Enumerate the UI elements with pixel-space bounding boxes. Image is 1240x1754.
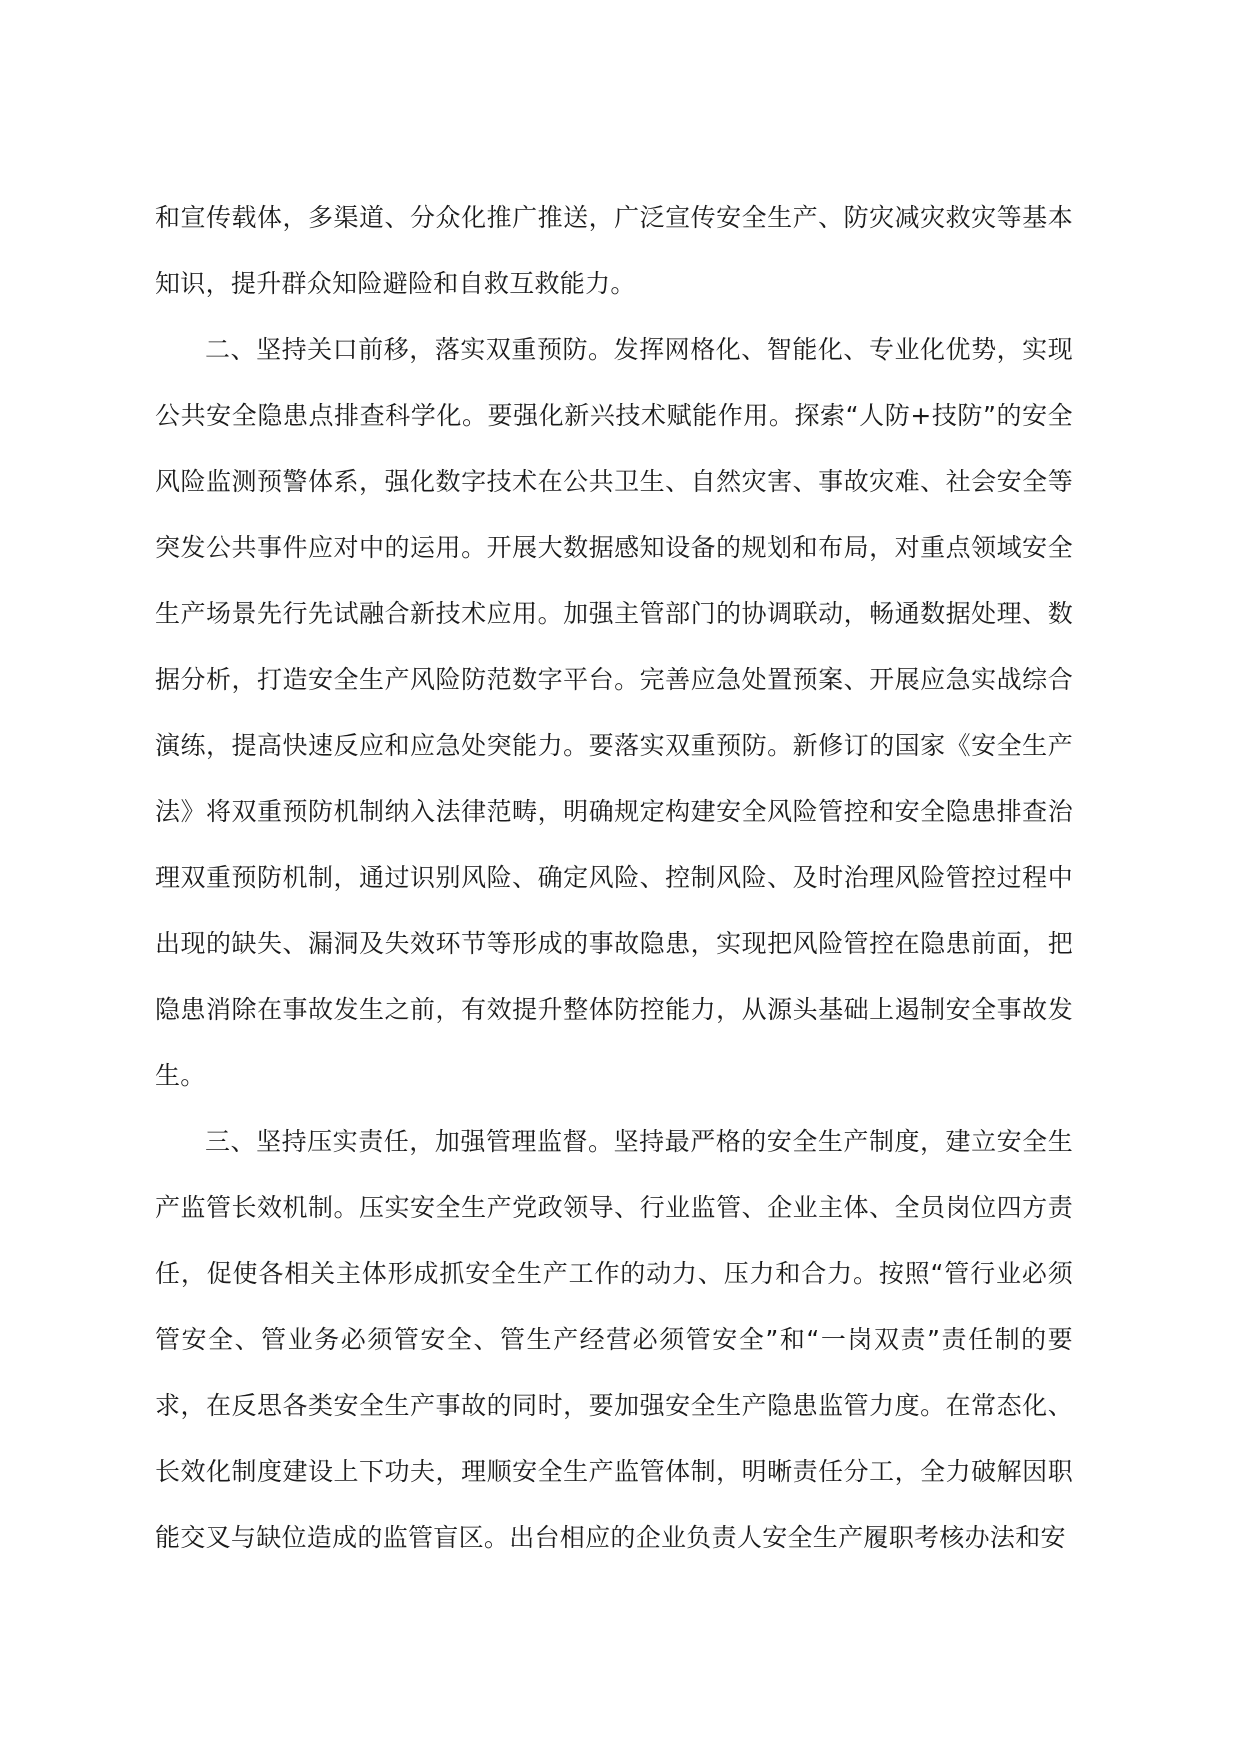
paragraph-section-three: 三、坚持压实责任，加强管理监督。坚持最严格的安全生产制度，建立安全生产监管长效机制。压实安全生产党政领导、行业监管、企业主体、全员岗位四方责任，促使各相关主体形成抓安全生产工作的动力、压力和合力。按照“管行业必须管安全、管业务必须管安全、管生产经营必须管安全”和“一岗双责”责任制的要求，在反思各类安全生产事故的同时，要加强安全生产隐患监管力度。在常态化、长效化制度建设上下功夫，理顺安全生产监管体制，明晰责任分工，全力破解因职能交叉与缺位造成的监管盲区。出台相应的企业负责人安全生产履职考核办法和安 xyxy=(155,1127,1073,1552)
document-page xyxy=(155,185,1073,1571)
paragraph-section-two: 二、坚持关口前移，落实双重预防。发挥网格化、智能化、专业化优势，实现公共安全隐患点排查科学化。要强化新兴技术赋能作用。探索“人防+技防”的安全风险监测预警体系，强化数字技术在公共卫生、自然灾害、事故灾难、社会安全等突发公共事件应对中的运用。开展大数据感知设备的规划和布局，对重点领域安全生产场景先行先试融合新技术应用。加强主管部门的协调联动，畅通数据处理、数据分析，打造安全生产风险防范数字平台。完善应急处置预案、开展应急实战综合演练，提高快速反应和应急处突能力。要落实双重预防。新修订的国家《安全生产法》将双重预防机制纳入法律范畴，明确规定构建安全风险管控和安全隐患排查治理双重预防机制，通过识别风险、确定风险、控制风险、及时治理风险管控过程中出现的缺失、漏洞及失效环节等形成的事故隐患，实现把风险管控在隐患前面，把隐患消除在事故发生之前，有效提升整体防控能力，从源头基础上遏制安全事故发生。 xyxy=(155,335,1073,1090)
paragraph-continuation: 和宣传载体，多渠道、分众化推广推送，广泛宣传安全生产、防灾减灾救灾等基本知识，提升群众知险避险和自救互救能力。 xyxy=(155,203,1073,298)
